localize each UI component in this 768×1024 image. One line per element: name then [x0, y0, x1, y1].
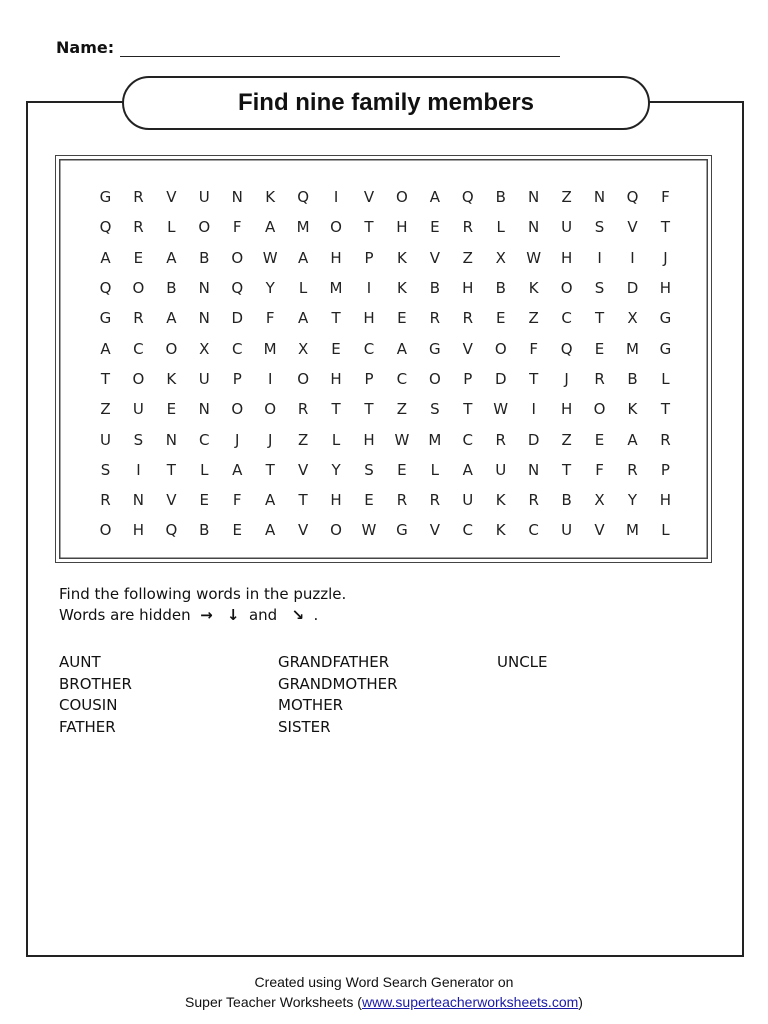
- grid-cell[interactable]: R: [133, 188, 144, 207]
- grid-cell[interactable]: K: [495, 491, 506, 510]
- grid-cell[interactable]: C: [462, 430, 474, 449]
- grid-cell[interactable]: N: [528, 188, 540, 207]
- grid-cell[interactable]: T: [594, 309, 605, 328]
- grid-cell[interactable]: E: [166, 400, 177, 419]
- grid-cell[interactable]: A: [265, 218, 276, 237]
- grid-cell[interactable]: R: [627, 460, 638, 479]
- instructions: [59, 584, 346, 626]
- grid-cell[interactable]: G: [99, 188, 112, 207]
- grid-cell[interactable]: E: [364, 491, 374, 510]
- grid-cell[interactable]: K: [528, 279, 539, 298]
- grid-cell[interactable]: N: [593, 188, 606, 207]
- grid-cell[interactable]: F: [661, 188, 670, 207]
- grid-cell[interactable]: I: [333, 188, 339, 207]
- grid-cell[interactable]: R: [528, 491, 539, 510]
- grid-cell[interactable]: U: [132, 400, 144, 419]
- grid-cell[interactable]: J: [235, 430, 240, 449]
- grid-cell[interactable]: S: [430, 400, 440, 419]
- grid-cell[interactable]: H: [659, 491, 672, 510]
- grid-cell[interactable]: O: [99, 521, 112, 540]
- grid-cell[interactable]: B: [166, 279, 177, 298]
- grid-cell[interactable]: Q: [165, 521, 178, 540]
- grid-cell[interactable]: B: [627, 369, 638, 388]
- grid-cell[interactable]: N: [198, 279, 210, 298]
- grid-cell[interactable]: R: [396, 491, 408, 510]
- grid-cell[interactable]: C: [363, 339, 375, 358]
- instructions-line-2: [59, 605, 346, 626]
- grid-cell[interactable]: P: [463, 369, 473, 388]
- grid-cell[interactable]: G: [659, 339, 672, 358]
- grid-cell[interactable]: Q: [99, 279, 112, 298]
- grid-cell[interactable]: N: [132, 491, 145, 510]
- grid-row: [89, 394, 682, 424]
- grid-cell[interactable]: L: [661, 369, 670, 388]
- grid-cell[interactable]: F: [529, 339, 538, 358]
- grid-cell[interactable]: A: [166, 309, 177, 328]
- grid-cell[interactable]: E: [594, 430, 605, 449]
- grid-cell[interactable]: A: [100, 248, 111, 267]
- grid-cell[interactable]: T: [463, 400, 473, 419]
- list-item: SISTER: [278, 717, 331, 736]
- grid-cell[interactable]: E: [430, 218, 440, 237]
- grid-cell[interactable]: A: [627, 430, 638, 449]
- list-item: GRANDMOTHER: [278, 674, 398, 693]
- grid-cell[interactable]: B: [199, 248, 210, 267]
- grid-cell[interactable]: O: [165, 339, 178, 358]
- grid-cell[interactable]: J: [564, 369, 569, 388]
- grid-cell[interactable]: T: [331, 309, 341, 328]
- footer-link[interactable]: www.superteacherworksheets.com: [361, 994, 579, 1010]
- grid-cell[interactable]: K: [396, 248, 407, 267]
- grid-cell[interactable]: Q: [626, 188, 639, 207]
- grid-cell[interactable]: V: [462, 339, 473, 358]
- grid-cell[interactable]: Y: [265, 279, 275, 298]
- grid-cell[interactable]: N: [528, 460, 540, 479]
- grid-cell[interactable]: H: [330, 491, 342, 510]
- grid-cell[interactable]: O: [231, 400, 244, 419]
- footer: [0, 972, 768, 1012]
- grid-cell[interactable]: R: [297, 400, 309, 419]
- grid-cell[interactable]: T: [529, 369, 539, 388]
- footer-line-2: [0, 992, 768, 1012]
- grid-cell[interactable]: T: [660, 218, 670, 237]
- grid-cell[interactable]: I: [136, 460, 141, 479]
- grid-cell[interactable]: M: [296, 218, 310, 237]
- grid-cell[interactable]: H: [396, 218, 408, 237]
- list-item: MOTHER: [278, 696, 344, 714]
- grid-cell[interactable]: N: [198, 400, 210, 419]
- grid-row: [89, 515, 682, 545]
- grid-cell[interactable]: S: [364, 460, 374, 479]
- grid-cell[interactable]: M: [625, 521, 639, 540]
- grid-row: [89, 424, 682, 454]
- grid-cell[interactable]: G: [429, 339, 441, 358]
- grid-cell[interactable]: G: [99, 309, 112, 328]
- grid-cell[interactable]: B: [561, 491, 572, 510]
- grid-cell[interactable]: H: [330, 248, 342, 267]
- worksheet-title: Find nine family members: [122, 76, 650, 130]
- grid-cell[interactable]: J: [663, 248, 668, 267]
- grid-cell[interactable]: V: [594, 521, 605, 540]
- grid-cell[interactable]: E: [199, 491, 210, 510]
- grid-cell[interactable]: O: [330, 521, 342, 540]
- grid-cell[interactable]: M: [329, 279, 343, 298]
- name-label: Name:: [56, 38, 115, 57]
- grid-cell[interactable]: H: [132, 521, 145, 540]
- grid-cell[interactable]: S: [100, 460, 111, 479]
- grid-cell[interactable]: T: [562, 460, 572, 479]
- letter-grid: [89, 182, 682, 546]
- footer-prefix: Super Teacher Worksheets (: [185, 994, 362, 1010]
- grid-cell[interactable]: T: [298, 491, 308, 510]
- grid-cell[interactable]: I: [267, 369, 273, 388]
- grid-cell[interactable]: Q: [99, 218, 112, 237]
- grid-cell[interactable]: F: [232, 491, 242, 510]
- grid-cell[interactable]: B: [429, 279, 440, 298]
- grid-cell[interactable]: U: [462, 491, 474, 510]
- grid-cell[interactable]: O: [396, 188, 408, 207]
- grid-cell[interactable]: Q: [461, 188, 474, 207]
- grid-cell[interactable]: H: [330, 369, 342, 388]
- word-list-column-3: [497, 652, 548, 674]
- list-item: UNCLE: [497, 653, 548, 671]
- grid-cell[interactable]: O: [494, 339, 507, 358]
- grid-cell[interactable]: K: [495, 521, 506, 540]
- grid-cell[interactable]: Z: [528, 309, 539, 328]
- grid-cell[interactable]: A: [429, 188, 440, 207]
- grid-cell[interactable]: O: [297, 369, 309, 388]
- word-list-column-2: [278, 652, 398, 738]
- grid-cell[interactable]: E: [397, 460, 407, 479]
- grid-cell[interactable]: S: [594, 279, 605, 298]
- grid-cell[interactable]: Y: [331, 460, 341, 479]
- grid-cell[interactable]: Q: [297, 188, 309, 207]
- grid-cell[interactable]: D: [626, 279, 639, 298]
- word-list-column-1: [59, 652, 132, 738]
- grid-cell[interactable]: A: [297, 248, 309, 267]
- grid-cell[interactable]: A: [265, 521, 276, 540]
- grid-cell[interactable]: O: [264, 400, 277, 419]
- grid-cell[interactable]: L: [661, 521, 670, 540]
- grid-cell[interactable]: L: [200, 460, 209, 479]
- grid-cell[interactable]: V: [429, 248, 440, 267]
- grid-cell[interactable]: H: [560, 248, 573, 267]
- grid-cell[interactable]: E: [495, 309, 506, 328]
- period: .: [313, 606, 319, 624]
- grid-cell[interactable]: H: [462, 279, 474, 298]
- grid-cell[interactable]: R: [133, 218, 144, 237]
- grid-cell[interactable]: D: [527, 430, 540, 449]
- grid-cell[interactable]: X: [297, 339, 309, 358]
- grid-cell[interactable]: F: [265, 309, 275, 328]
- grid-cell[interactable]: E: [331, 339, 341, 358]
- list-item: FATHER: [59, 717, 116, 736]
- grid-cell[interactable]: E: [594, 339, 605, 358]
- grid-cell[interactable]: U: [495, 460, 507, 479]
- grid-cell[interactable]: U: [561, 521, 573, 540]
- list-item: GRANDFATHER: [278, 653, 390, 671]
- grid-cell[interactable]: W: [526, 248, 542, 267]
- grid-cell[interactable]: F: [232, 218, 242, 237]
- grid-cell[interactable]: C: [396, 369, 408, 388]
- grid-cell[interactable]: C: [528, 521, 539, 540]
- grid-cell[interactable]: R: [429, 491, 441, 510]
- grid-cell[interactable]: X: [627, 309, 638, 328]
- grid-cell[interactable]: T: [166, 460, 176, 479]
- grid-cell[interactable]: C: [561, 309, 572, 328]
- grid-cell[interactable]: H: [363, 309, 375, 328]
- grid-cell[interactable]: A: [462, 460, 473, 479]
- grid-cell[interactable]: D: [231, 309, 243, 328]
- grid-cell[interactable]: W: [361, 521, 377, 540]
- grid-cell[interactable]: N: [528, 218, 540, 237]
- grid-cell[interactable]: F: [595, 460, 604, 479]
- instructions-line-1: Find the following words in the puzzle.: [59, 585, 347, 603]
- grid-cell[interactable]: R: [429, 309, 441, 328]
- grid-cell[interactable]: K: [166, 369, 177, 388]
- grid-cell[interactable]: E: [133, 248, 144, 267]
- grid-cell[interactable]: E: [232, 521, 242, 540]
- grid-cell[interactable]: R: [495, 430, 506, 449]
- grid-cell[interactable]: C: [133, 339, 144, 358]
- grid-cell[interactable]: O: [330, 218, 342, 237]
- grid-cell[interactable]: U: [198, 188, 210, 207]
- grid-row: [89, 333, 682, 363]
- grid-cell[interactable]: Z: [297, 430, 309, 449]
- grid-cell[interactable]: U: [99, 430, 111, 449]
- grid-cell[interactable]: R: [100, 491, 111, 510]
- grid-cell[interactable]: W: [262, 248, 278, 267]
- grid-cell[interactable]: V: [429, 521, 440, 540]
- grid-cell[interactable]: Q: [231, 279, 244, 298]
- grid-row: [89, 303, 682, 333]
- grid-cell[interactable]: W: [394, 430, 410, 449]
- grid-cell[interactable]: X: [199, 339, 210, 358]
- and-word: and: [248, 606, 278, 624]
- grid-cell[interactable]: O: [593, 400, 606, 419]
- grid-row: [89, 455, 682, 485]
- grid-cell[interactable]: X: [495, 248, 506, 267]
- grid-cell[interactable]: A: [396, 339, 408, 358]
- grid-cell[interactable]: K: [396, 279, 407, 298]
- grid-cell[interactable]: A: [265, 491, 276, 510]
- grid-cell[interactable]: A: [166, 248, 177, 267]
- grid-cell[interactable]: R: [462, 309, 473, 328]
- grid-row: [89, 212, 682, 242]
- grid-cell[interactable]: K: [627, 400, 638, 419]
- grid-cell[interactable]: S: [594, 218, 605, 237]
- grid-cell[interactable]: D: [494, 369, 507, 388]
- grid-cell[interactable]: N: [165, 430, 177, 449]
- grid-cell[interactable]: L: [430, 460, 440, 479]
- grid-cell[interactable]: Z: [561, 188, 572, 207]
- grid-cell[interactable]: H: [363, 430, 375, 449]
- grid-cell[interactable]: A: [297, 309, 309, 328]
- grid-cell[interactable]: O: [560, 279, 573, 298]
- grid-cell[interactable]: Z: [561, 430, 572, 449]
- grid-cell[interactable]: P: [660, 460, 670, 479]
- arrow-diagonal-icon: ↘: [291, 606, 305, 624]
- arrow-right-icon: →: [200, 606, 213, 624]
- grid-cell[interactable]: W: [493, 400, 509, 419]
- list-item: AUNT: [59, 653, 101, 671]
- grid-cell[interactable]: T: [265, 460, 275, 479]
- grid-cell[interactable]: V: [627, 218, 638, 237]
- grid-cell[interactable]: O: [231, 248, 244, 267]
- grid-cell[interactable]: V: [363, 188, 375, 207]
- grid-cell[interactable]: A: [232, 460, 243, 479]
- grid-cell[interactable]: X: [594, 491, 605, 510]
- name-line[interactable]: [120, 56, 560, 57]
- grid-cell[interactable]: O: [132, 279, 145, 298]
- grid-cell[interactable]: M: [428, 430, 442, 449]
- grid-cell[interactable]: P: [364, 248, 374, 267]
- grid-cell[interactable]: T: [660, 400, 670, 419]
- grid-cell[interactable]: R: [462, 218, 473, 237]
- grid-cell[interactable]: S: [133, 430, 144, 449]
- list-item: COUSIN: [59, 696, 118, 714]
- arrow-down-icon: ↓: [226, 606, 240, 624]
- list-item: BROTHER: [59, 674, 132, 693]
- grid-cell[interactable]: J: [267, 430, 273, 449]
- grid-cell[interactable]: L: [496, 218, 505, 237]
- grid-cell[interactable]: N: [231, 188, 243, 207]
- grid-cell[interactable]: L: [331, 430, 341, 449]
- grid-row: [89, 273, 682, 303]
- grid-cell[interactable]: O: [428, 369, 441, 388]
- grid-cell[interactable]: T: [331, 400, 341, 419]
- grid-cell[interactable]: R: [594, 369, 605, 388]
- grid-cell[interactable]: G: [396, 521, 408, 540]
- hidden-prefix: Words are hidden: [59, 606, 191, 624]
- grid-cell[interactable]: U: [561, 218, 573, 237]
- grid-cell[interactable]: C: [231, 339, 243, 358]
- grid-cell[interactable]: B: [199, 521, 210, 540]
- grid-cell[interactable]: N: [198, 309, 210, 328]
- grid-cell[interactable]: P: [364, 369, 374, 388]
- grid-cell[interactable]: A: [100, 339, 111, 358]
- grid-cell[interactable]: B: [495, 188, 506, 207]
- grid-cell[interactable]: C: [199, 430, 210, 449]
- grid-cell[interactable]: G: [659, 309, 672, 328]
- grid-row: [89, 485, 682, 515]
- grid-cell[interactable]: B: [495, 279, 506, 298]
- grid-cell[interactable]: E: [397, 309, 407, 328]
- grid-cell[interactable]: Z: [462, 248, 473, 267]
- grid-cell[interactable]: Z: [396, 400, 408, 419]
- grid-row: [89, 182, 682, 212]
- grid-cell[interactable]: R: [133, 309, 144, 328]
- grid-cell[interactable]: M: [263, 339, 277, 358]
- grid-cell[interactable]: O: [198, 218, 211, 237]
- grid-cell[interactable]: Y: [627, 491, 638, 510]
- grid-cell[interactable]: I: [597, 248, 602, 267]
- grid-cell[interactable]: T: [364, 400, 374, 419]
- grid-cell[interactable]: V: [297, 521, 309, 540]
- grid-cell[interactable]: M: [625, 339, 639, 358]
- grid-row: [89, 364, 682, 394]
- grid-cell[interactable]: C: [462, 521, 474, 540]
- grid-cell[interactable]: I: [366, 279, 372, 298]
- footer-line-1: Created using Word Search Generator on: [254, 974, 514, 990]
- grid-cell[interactable]: H: [659, 279, 672, 298]
- grid-cell[interactable]: V: [166, 491, 177, 510]
- grid-cell[interactable]: K: [265, 188, 276, 207]
- footer-suffix: ): [578, 994, 583, 1010]
- grid-cell[interactable]: L: [167, 218, 176, 237]
- grid-cell[interactable]: Q: [560, 339, 573, 358]
- grid-cell[interactable]: T: [364, 218, 374, 237]
- grid-cell[interactable]: V: [297, 460, 309, 479]
- grid-cell[interactable]: P: [232, 369, 242, 388]
- grid-cell[interactable]: L: [298, 279, 308, 298]
- grid-cell[interactable]: Z: [100, 400, 111, 419]
- grid-cell[interactable]: R: [660, 430, 671, 449]
- grid-cell[interactable]: I: [531, 400, 536, 419]
- grid-cell[interactable]: V: [166, 188, 177, 207]
- grid-row: [89, 243, 682, 273]
- grid-cell[interactable]: H: [560, 400, 573, 419]
- grid-cell[interactable]: U: [198, 369, 210, 388]
- grid-cell[interactable]: T: [100, 369, 111, 388]
- grid-cell[interactable]: O: [132, 369, 145, 388]
- grid-cell[interactable]: I: [630, 248, 635, 267]
